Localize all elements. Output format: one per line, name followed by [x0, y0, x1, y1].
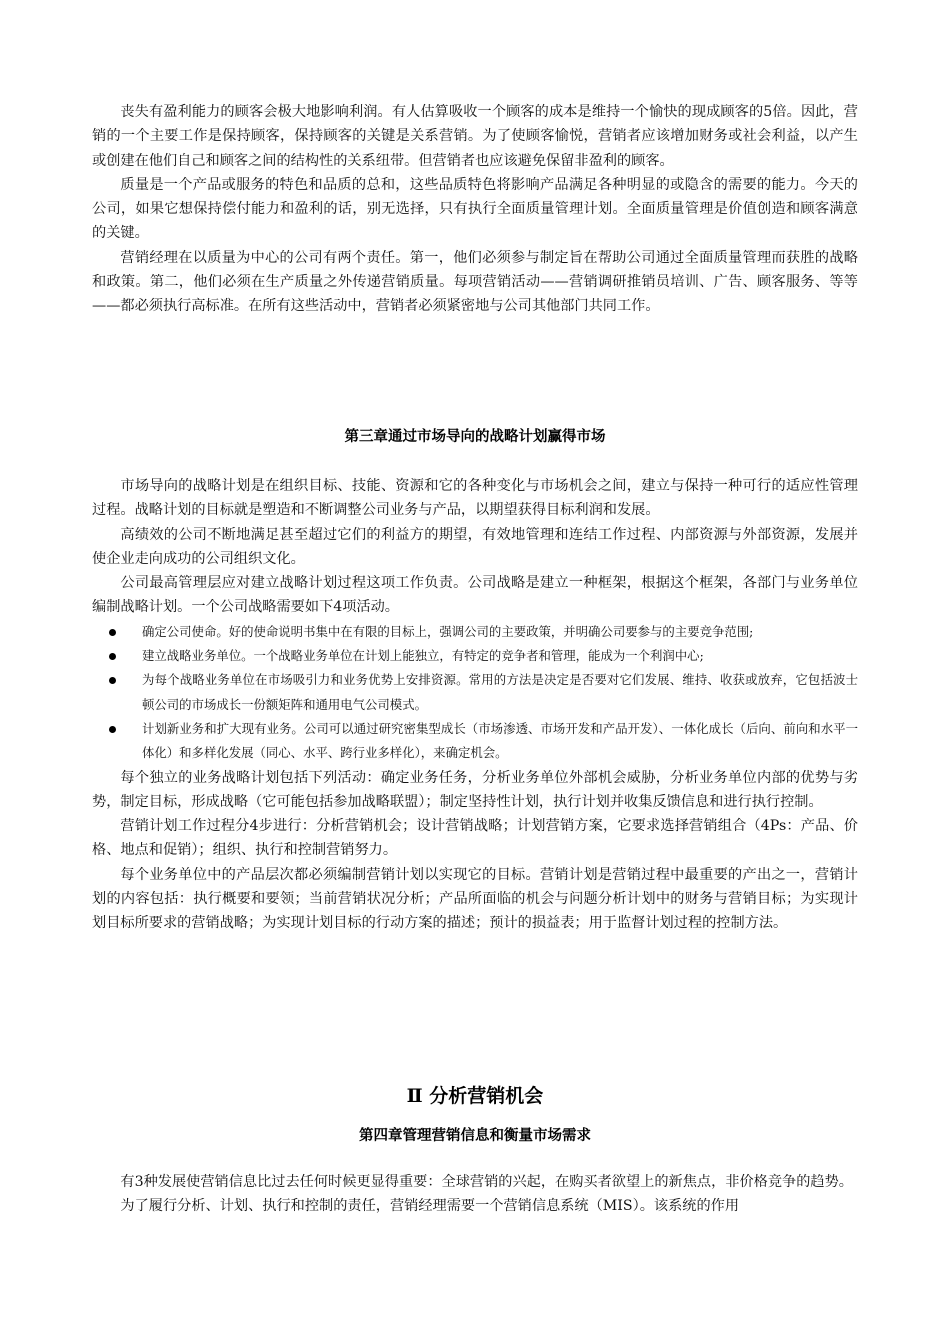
- paragraph: 为了履行分析、计划、执行和控制的责任，营销经理需要一个营销信息系统（MIS）。该系统的作用: [120, 1198, 740, 1215]
- paragraph: 质量是一个产品或服务的特色和品质的总和，这些品质特色将影响产品满足各种明显的或隐含的需要的能力。今天的公司，如果它想保持偿付能力和盈利的话，别无选择，只有执行全面质量管理计划。全面质量管理是价值创造和顾客满意的关键。: [92, 176, 858, 242]
- text-block-chapter-4: [92, 1170, 858, 1219]
- list-item-text: 为每个战略业务单位在市场吸引力和业务优势上安排资源。常用的方法是决定是否要对它们发展、维持、收获或放弃，它包括波士顿公司的市场成长一份额矩阵和通用电气公司模式。: [142, 672, 858, 712]
- paragraph: 营销计划工作过程分4步进行：分析营销机会；设计营销战略；计划营销方案，它要求选择营销组合（4Ps：产品、价格、地点和促销）；组织、执行和控制营销努力。: [92, 818, 858, 859]
- text-block-customer-quality: [92, 100, 858, 319]
- list-item-text: 确定公司使命。好的使命说明书集中在有限的目标上，强调公司的主要政策，并明确公司要参与的主要竞争范围;: [142, 623, 754, 639]
- paragraph: 市场导向的战略计划是在组织目标、技能、资源和它的各种变化与市场机会之间，建立与保持一种可行的适应性管理过程。战略计划的目标就是塑造和不断调整公司业务与产品，以期望获得目标利润和发展。: [92, 478, 858, 519]
- list-item: [92, 644, 858, 668]
- list-item-text: 计划新业务和扩大现有业务。公司可以通过研究密集型成长（市场渗透、市场开发和产品开发）、一体化成长（后向、前向和水平一体化）和多样化发展（同心、水平、跨行业多样化），来确定机会。: [142, 720, 858, 761]
- bullet-icon: [109, 653, 116, 660]
- paragraph: 营销经理在以质量为中心的公司有两个责任。第一，他们必须参与制定旨在帮助公司通过全面质量管理而获胜的战略和政策。第二，他们必须在生产质量之外传递营销质量。每项营销活动——营销调研推销员培训、广告、顾客服务、等等——都必须执行高标准。在所有这些活动中，营销者必须紧密地与公司其他部门共同工作。: [92, 249, 858, 315]
- paragraph: 高绩效的公司不断地满足甚至超过它们的利益方的期望，有效地管理和连结工作过程、内部资源与外部资源，发展并使企业走向成功的公司组织文化。: [92, 526, 858, 567]
- chapter-4-title: 第四章管理营销信息和衡量市场需求: [359, 1128, 591, 1144]
- list-item: [92, 620, 858, 644]
- paragraph: 有3种发展使营销信息比过去任何时候更显得重要：全球营销的兴起，在购买者欲望上的新焦点，非价格竞争的趋势。: [120, 1174, 853, 1190]
- bullet-list: [92, 620, 858, 766]
- paragraph: 公司最高管理层应对建立战略计划过程这项工作负责。公司战略是建立一种框架，根据这个框架，各部门与业务单位编制战略计划。一个公司战略需要如下4项活动。: [92, 575, 858, 616]
- paragraph: 每个业务单位中的产品层次都必须编制营销计划以实现它的目标。营销计划是营销过程中最重要的产出之一，营销计划的内容包括：执行概要和要领；当前营销状况分析；产品所面临的机会与问题分析计划中的财务与营销目标；为实现计划目标所要求的营销战略；为实现计划目标的行动方案的描述；预计的损益表；用于监督计划过程的控制方法。: [92, 866, 858, 932]
- list-item-text: 建立战略业务单位。一个战略业务单位在计划上能独立，有特定的竞争者和管理，能成为一个利润中心;: [142, 648, 704, 664]
- bullet-icon: [109, 629, 116, 636]
- paragraph: 每个独立的业务战略计划包括下列活动：确定业务任务，分析业务单位外部机会威胁，分析业务单位内部的优势与劣势，制定目标，形成战略（它可能包括参加战略联盟）；制定坚持性计划，执行计划并收集反馈信息和进行执行控制。: [92, 769, 858, 810]
- chapter-3-title: 第三章通过市场导向的战略计划赢得市场: [344, 429, 606, 445]
- text-block-chapter-3: [92, 474, 858, 936]
- list-item: [92, 668, 858, 717]
- bullet-icon: [109, 726, 116, 733]
- part-2-title: Ⅱ 分析营销机会: [406, 1085, 544, 1107]
- list-item: [92, 717, 858, 766]
- paragraph: 丧失有盈利能力的顾客会极大地影响利润。有人估算吸收一个顾客的成本是维持一个愉快的现成顾客的5倍。因此，营销的一个主要工作是保持顾客，保持顾客的关键是关系营销。为了使顾客愉悦，营销者应该增加财务或社会利益，以产生或创建在他们自己和顾客之间的结构性的关系纽带。但营销者也应该避免保留非盈利的顾客。: [92, 104, 858, 169]
- bullet-icon: [109, 677, 116, 684]
